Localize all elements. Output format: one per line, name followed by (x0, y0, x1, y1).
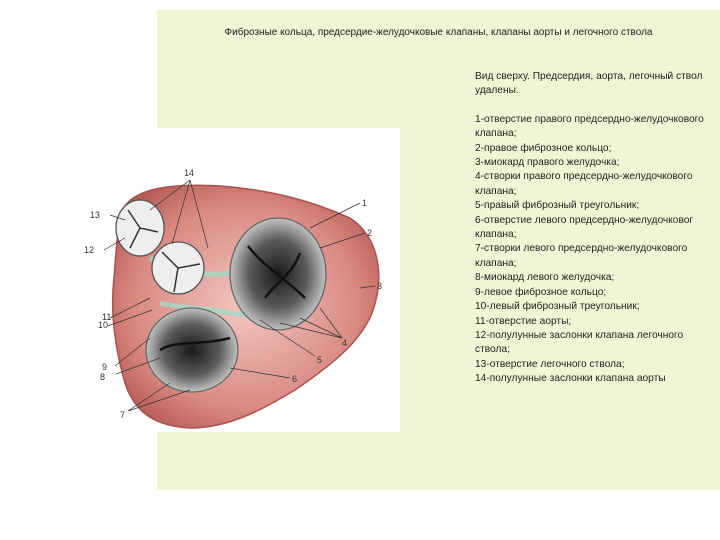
heart-valves-drawing (80, 128, 400, 432)
view-description: Вид сверху. Предсердия, аорта, легочный ствол удалены. (475, 71, 703, 97)
label-11: 11 (102, 312, 112, 322)
heart-valves-illustration (80, 128, 400, 432)
label-10: 10 (98, 320, 109, 330)
left-av-opening (146, 308, 238, 392)
label-7: 7 (120, 410, 126, 420)
legend-item: 13-отверстие легочного ствола; (475, 358, 625, 370)
legend-item: 14-полулунные заслонки клапана аорты (475, 373, 666, 385)
legend-item: 4-створки правого предсердно-желудочкового клапана; (475, 171, 693, 197)
label-14: 14 (184, 168, 195, 178)
label-13: 13 (90, 210, 101, 220)
legend-item: 11-отверстие аорты; (475, 315, 572, 327)
legend-item: 5-правый фиброзный треугольник; (475, 200, 640, 212)
legend-item: 3-миокард правого желудочка; (475, 157, 620, 169)
label-5: 5 (317, 355, 323, 365)
legend-item: 2-правое фиброзное кольцо; (475, 142, 612, 154)
label-8: 8 (100, 372, 106, 382)
label-2: 2 (367, 228, 373, 238)
legend (475, 70, 715, 387)
legend-item: 10-левый фиброзный треугольник; (475, 301, 640, 313)
label-9: 9 (102, 362, 108, 372)
legend-item: 7-створки левого предсердно-желудочкового клапана; (475, 243, 688, 269)
legend-item: 9-левое фиброзное кольцо; (475, 286, 607, 298)
slide-title: Фиброзные кольца, предсердие-желудочковые клапаны, клапаны аорты и легочного ствола (224, 27, 653, 38)
legend-item: 12-полулунные заслонки клапана легочного ствола; (475, 329, 684, 356)
legend-item: 8-миокард левого желудочка; (475, 272, 615, 284)
label-12: 12 (84, 245, 95, 255)
label-4: 4 (342, 338, 348, 348)
label-1: 1 (362, 198, 368, 208)
legend-list (475, 113, 715, 387)
label-6: 6 (292, 374, 298, 384)
label-3: 3 (377, 281, 383, 291)
legend-item: 1-отверстие правого предсердно-желудочкового клапана; (475, 113, 704, 140)
legend-item: 6-отверстие левого предсердно-желудочковог клапана; (475, 214, 694, 241)
